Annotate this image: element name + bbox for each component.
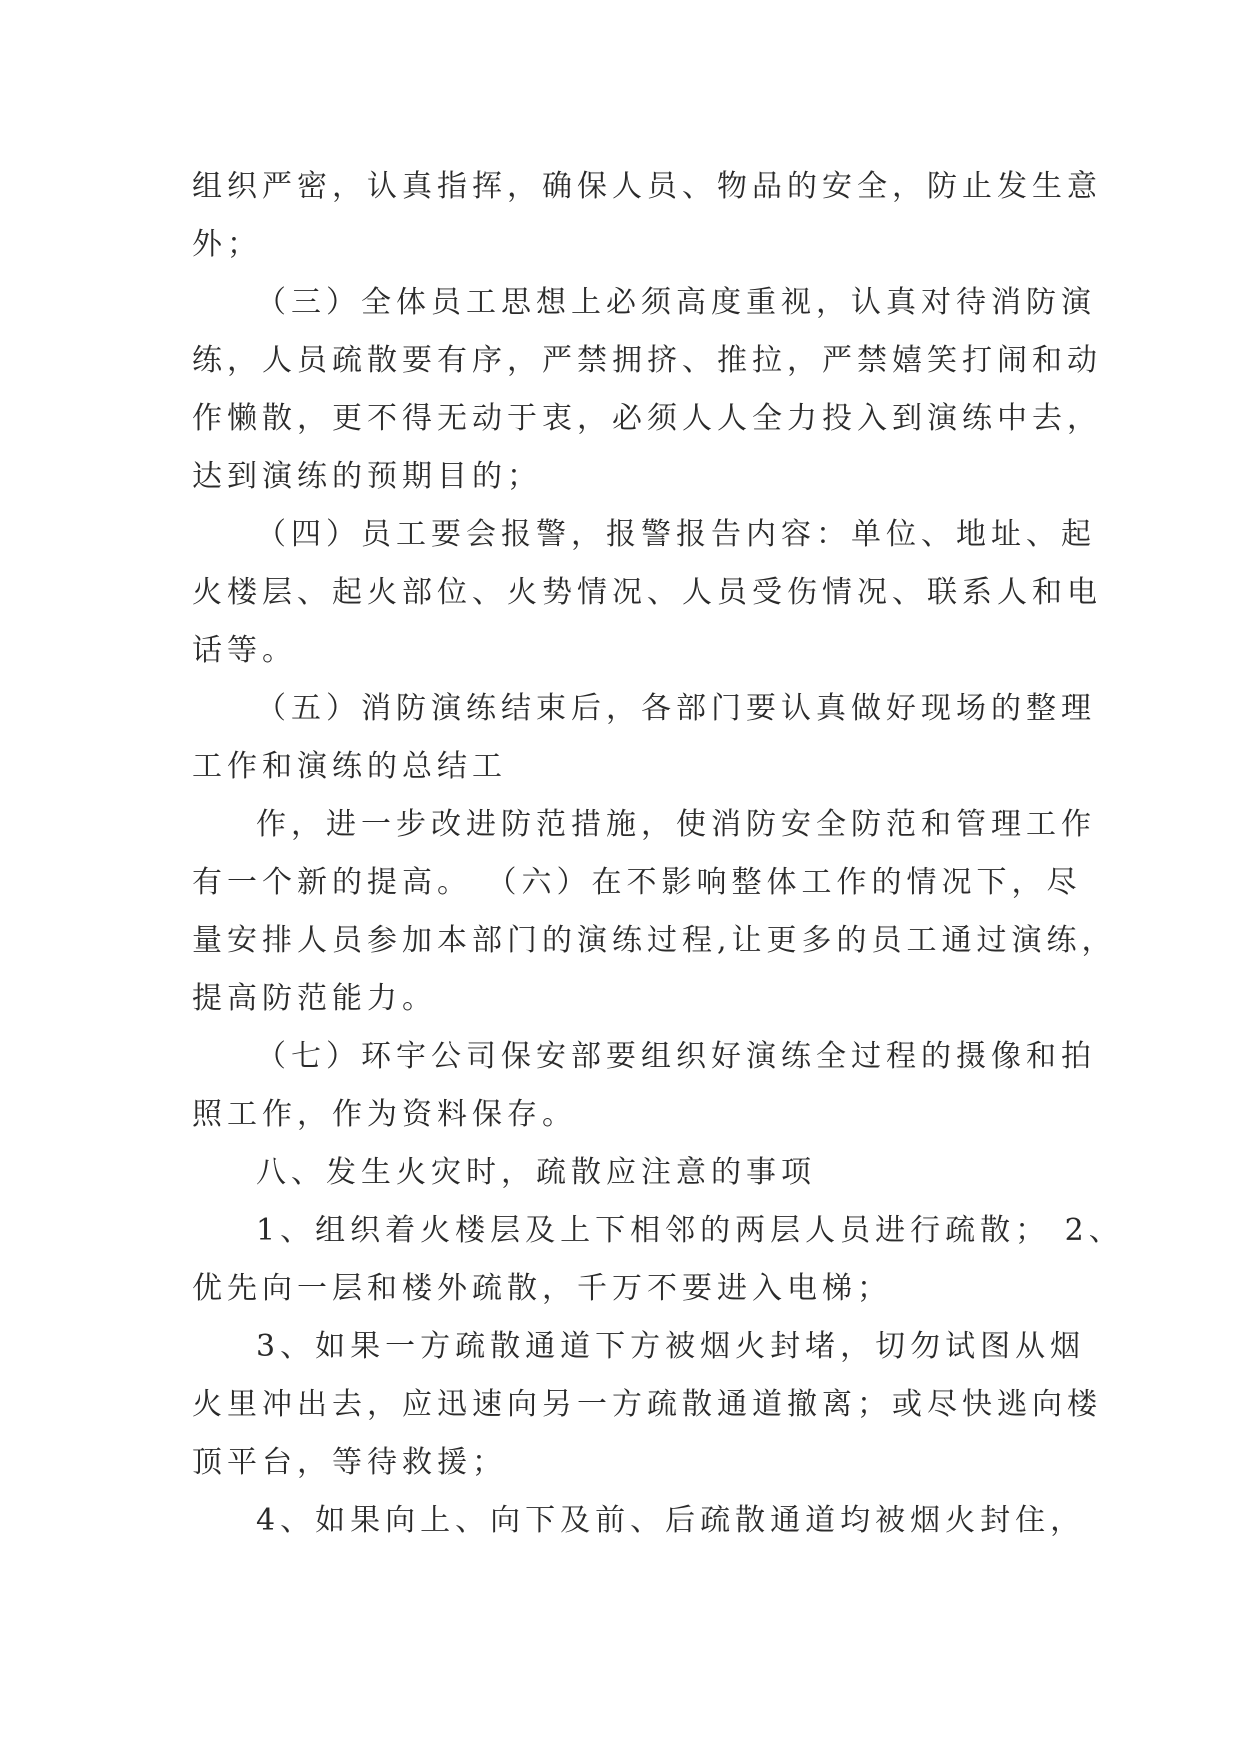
text-line: 工作和演练的总结工: [192, 749, 507, 784]
section-heading: 八、发生火灾时，疏散应注意的事项: [256, 1155, 816, 1190]
text-line: 火里冲出去，应迅速向另一方疏散通道撤离；或尽快逃向楼: [192, 1387, 1102, 1422]
text-line: 照工作，作为资料保存。: [192, 1097, 577, 1132]
text-line: 顶平台，等待救援；: [192, 1445, 507, 1480]
paragraph-start-line: 作，进一步改进防范措施，使消防安全防范和管理工作: [256, 807, 1096, 842]
text-line: 有一个新的提高。 （六）在不影响整体工作的情况下，尽: [192, 865, 1082, 900]
text-line: 量安排人员参加本部门的演练过程,让更多的员工通过演练，: [192, 923, 1117, 958]
text-line: 组织严密，认真指挥，确保人员、物品的安全，防止发生意: [192, 169, 1102, 204]
text-line: 外；: [192, 227, 262, 262]
text-line: 作懒散，更不得无动于衷，必须人人全力投入到演练中去，: [192, 401, 1102, 436]
list-item-line: 4、如果向上、向下及前、后疏散通道均被烟火封住，: [256, 1503, 1086, 1538]
text-line: 练，人员疏散要有序，严禁拥挤、推拉，严禁嬉笑打闹和动: [192, 343, 1102, 378]
text-line: 提高防范能力。: [192, 981, 437, 1016]
paragraph-start-line: （四）员工要会报警，报警报告内容：单位、地址、起: [256, 517, 1096, 552]
text-line: 话等。: [192, 633, 297, 668]
text-line: 达到演练的预期目的；: [192, 459, 542, 494]
text-line: 优先向一层和楼外疏散，千万不要进入电梯；: [192, 1271, 892, 1306]
paragraph-start-line: （七）环宇公司保安部要组织好演练全过程的摄像和拍: [256, 1039, 1096, 1074]
text-line: 火楼层、起火部位、火势情况、人员受伤情况、联系人和电: [192, 575, 1102, 610]
paragraph-start-line: （三）全体员工思想上必须高度重视，认真对待消防演: [256, 285, 1096, 320]
list-item-line: 1、组织着火楼层及上下相邻的两层人员进行疏散； 2、: [256, 1213, 1124, 1248]
paragraph-start-line: （五）消防演练结束后，各部门要认真做好现场的整理: [256, 691, 1096, 726]
list-item-line: 3、如果一方疏散通道下方被烟火封堵，切勿试图从烟: [256, 1329, 1086, 1364]
document-body: [192, 158, 1124, 1550]
